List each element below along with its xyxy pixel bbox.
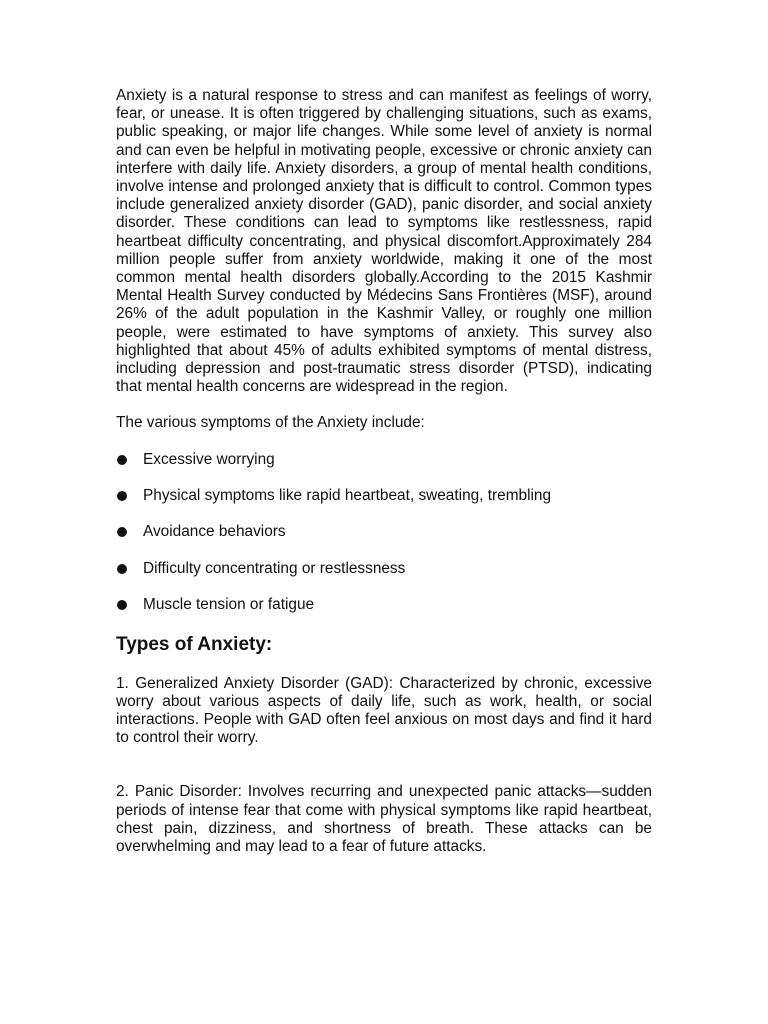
bullet-icon — [117, 600, 127, 610]
list-item — [116, 596, 652, 614]
list-item — [116, 451, 652, 469]
symptoms-list — [116, 451, 652, 615]
symptom-text: Muscle tension or fatigue — [143, 596, 315, 614]
symptom-text: Physical symptoms like rapid heartbeat, sweating, trembling — [143, 487, 552, 505]
symptoms-intro: The various symptoms of the Anxiety include: — [116, 414, 425, 432]
bullet-icon — [117, 527, 127, 537]
types-heading: Types of Anxiety: — [116, 633, 273, 655]
symptom-text: Excessive worrying — [143, 450, 275, 468]
symptom-text: Avoidance behaviors — [143, 523, 286, 541]
bullet-icon — [117, 491, 127, 501]
list-item — [116, 560, 652, 578]
intro-paragraph: Anxiety is a natural response to stress and can manifest as feelings of worry, fear, or unease. It is often triggered by challenging situations, such as exams, public speaking, or major life changes. While some level of anxiety is normal and can even be helpful in motivating people, excessive or chronic anxiety can interfere with daily life. Anxiety disorders, a group of mental health conditions, involve intense and prolonged anxiety that is difficult to control. Common types include generalized anxiety disorder (GAD), panic disorder, and social anxiety disorder. These conditions can lead to symptoms like restlessness, rapid heartbeat difficulty concentrating, and physical discomfort.Approximately 284 million people suffer from anxiety worldwide, making it one of the most common mental health disorders globally.According to the 2015 Kashmir Mental Health Survey conducted by Médecins Sans Frontières (MSF), around 26% of the adult population in the Kashmir Valley, or roughly one million people, were estimated to have symptoms of anxiety. This survey also highlighted that about 45% of adults exhibited symptoms of mental distress, including depression and post-traumatic stress disorder (PTSD), indicating that mental health concerns are widespread in the region. — [116, 87, 652, 396]
type-gad-paragraph: 1. Generalized Anxiety Disorder (GAD): Characterized by chronic, excessive worry about various aspects of daily life, such as work, health, or social interactions. People with GAD often feel anxious on most days and find it hard to control their worry. — [116, 674, 652, 747]
symptom-text: Difficulty concentrating or restlessness — [143, 559, 406, 577]
list-item — [116, 523, 652, 541]
type-panic-paragraph: 2. Panic Disorder: Involves recurring and unexpected panic attacks—sudden periods of intense fear that come with physical symptoms like rapid heartbeat, chest pain, dizziness, and shortness of breath. These attacks can be overwhelming and may lead to a fear of future attacks. — [116, 783, 652, 856]
bullet-icon — [117, 564, 127, 574]
bullet-icon — [117, 455, 127, 465]
document-page — [116, 87, 652, 856]
list-item — [116, 487, 652, 505]
